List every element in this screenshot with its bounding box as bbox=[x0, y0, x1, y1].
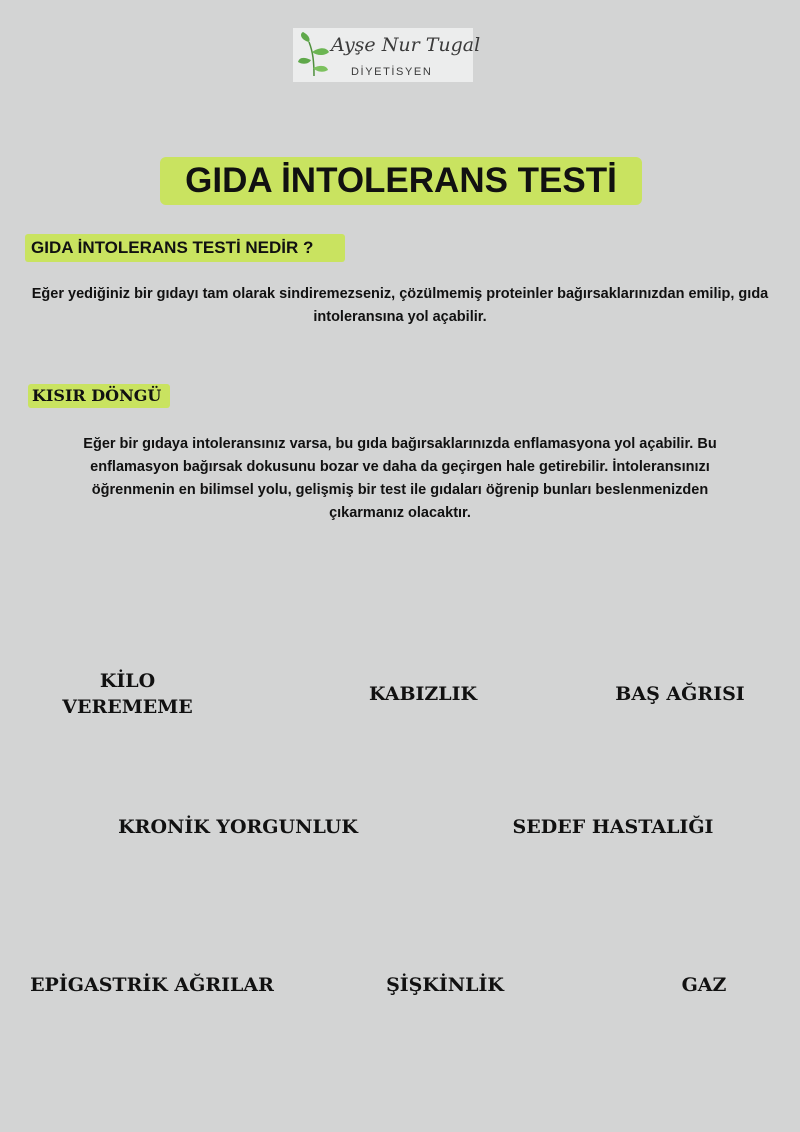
symptom-item: ŞİŞKİNLİK bbox=[386, 974, 504, 996]
section-heading-vicious-cycle: KISIR DÖNGÜ bbox=[28, 384, 170, 408]
leaf-icon bbox=[297, 32, 331, 78]
logo-name: Ayşe Nur Tugal bbox=[331, 34, 481, 56]
symptom-item: GAZ bbox=[681, 974, 727, 996]
symptom-item: KİLO VEREMEME bbox=[62, 670, 193, 718]
logo-subtitle: DİYETİSYEN bbox=[351, 66, 433, 78]
brand-logo bbox=[293, 28, 481, 82]
section-text-vicious-cycle: Eğer bir gıdaya intoleransınız varsa, bu gıda bağırsaklarınızda enflamasyona yol açabilir. Bu enflamasyon bağırsak dokusunu bozar ve daha da geçirgen hale getirebilir. İntoleransınızı öğrenmenin en bilimsel yolu, gelişmiş bir test ile gıdaları öğrenip bunları beslenmenizden çıkarmanız olacaktır. bbox=[83, 436, 717, 521]
section-heading-what-is: GIDA İNTOLERANS TESTİ NEDİR ? bbox=[25, 234, 345, 262]
page-title: GIDA İNTOLERANS TESTİ bbox=[160, 157, 642, 205]
section-text-what-is: Eğer yediğiniz bir gıdayı tam olarak sindiremezseniz, çözülmemiş proteinler bağırsaklarınızdan emilip, gıda intoleransına yol açabilir. bbox=[31, 286, 769, 325]
symptom-item: BAŞ AĞRISI bbox=[615, 683, 745, 705]
symptom-item: KABIZLIK bbox=[368, 683, 478, 705]
symptom-item: EPİGASTRİK AĞRILAR bbox=[30, 974, 274, 996]
symptom-item: KRONİK YORGUNLUK bbox=[118, 816, 358, 838]
symptom-item: SEDEF HASTALIĞI bbox=[512, 816, 714, 838]
